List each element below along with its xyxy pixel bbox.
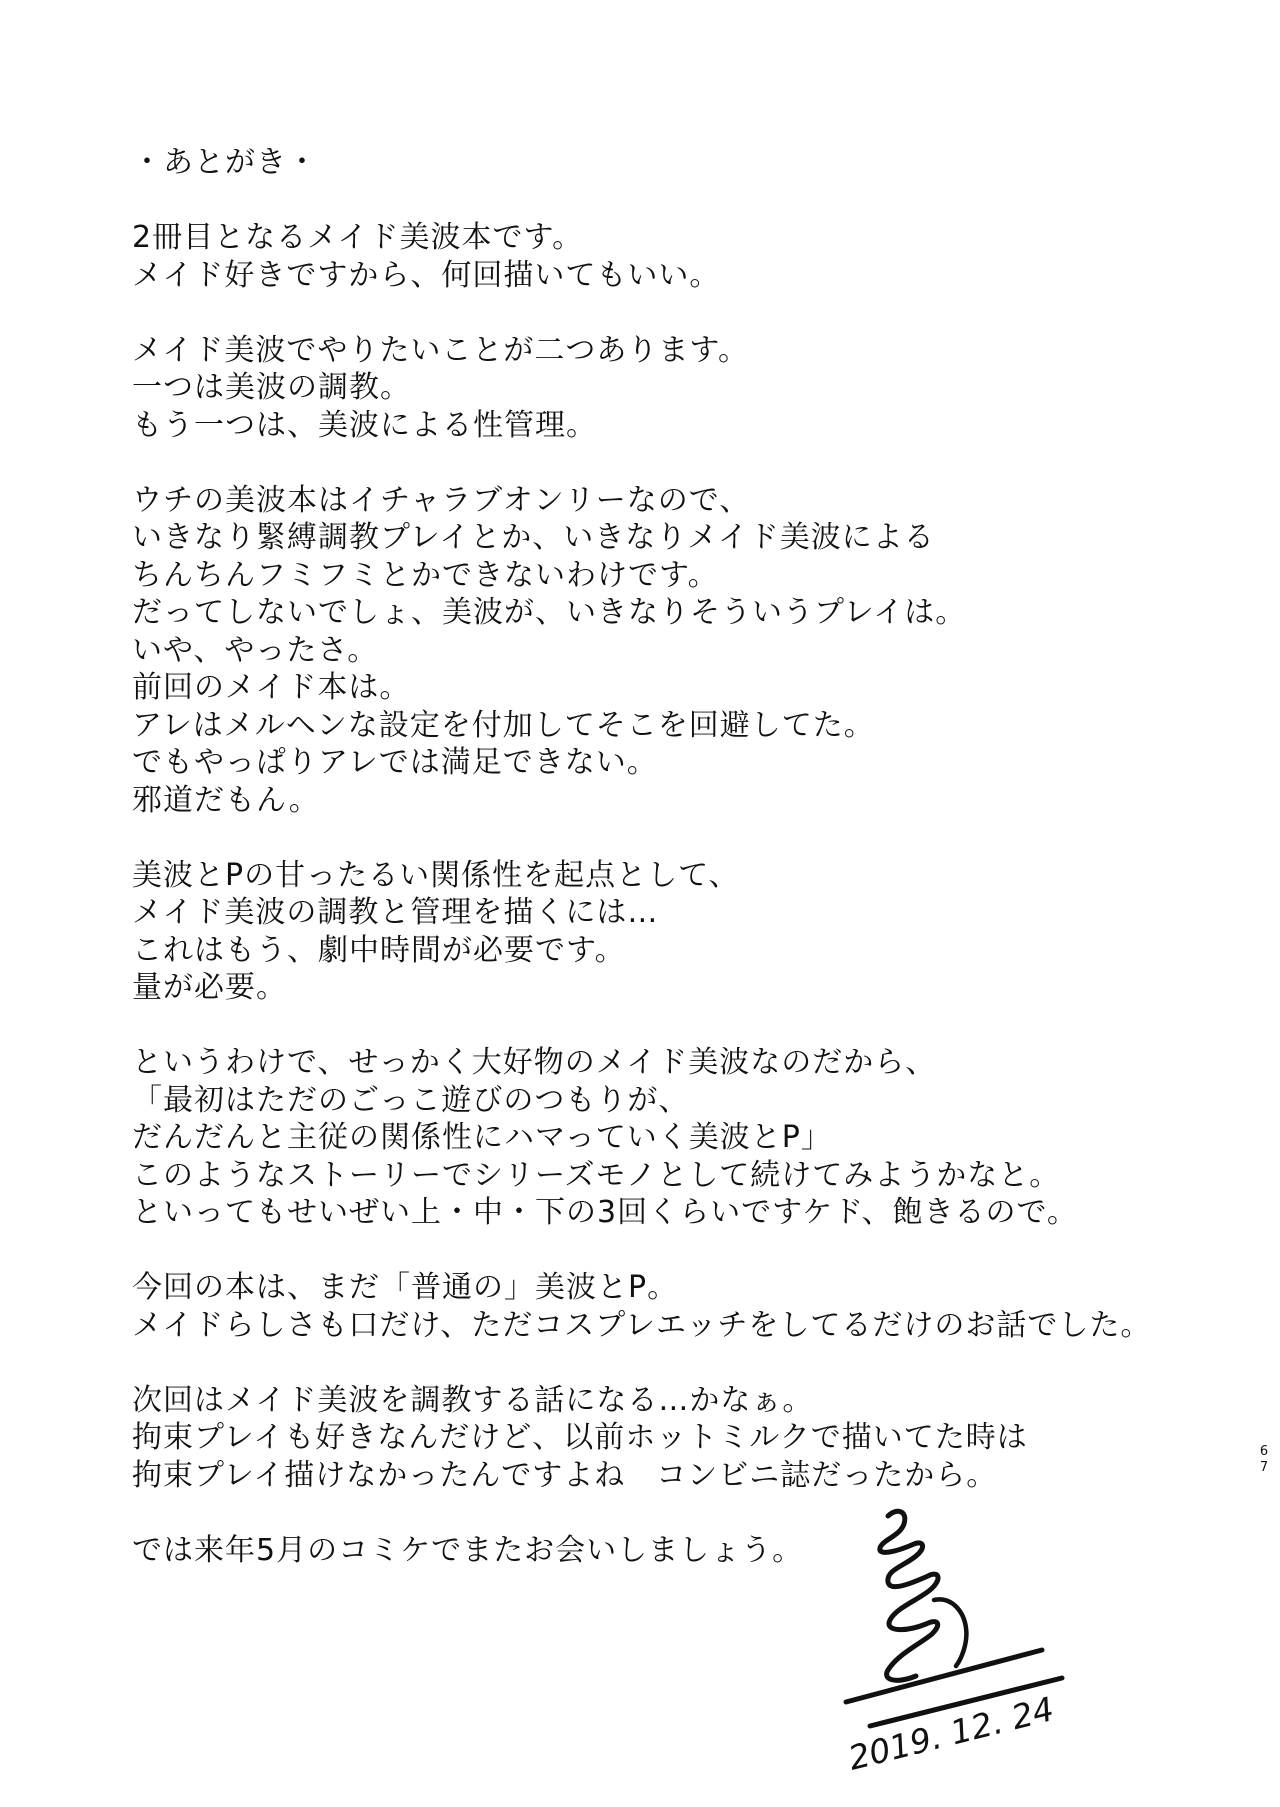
text-line: だってしないでしょ、美波が、いきなりそういうプレイは。 [132, 595, 967, 630]
text-line: いや、やったさ。 [132, 632, 379, 668]
text-line: 拘束プレイも好きなんだけど、以前ホットミルクで描いてた時は [132, 1420, 1028, 1455]
text-line: 前回のメイド本は。 [132, 670, 411, 705]
signature-stroke [880, 1511, 938, 1680]
handwritten-signature [830, 1500, 1080, 1780]
text-line: アレはメルヘンな設定を付加してそこを回避してた。 [132, 707, 875, 743]
text-line: では来年5月のコミケでまたお会いしましょう。 [132, 1532, 804, 1568]
signature-underline [846, 1650, 1042, 1702]
text-line: 美波とPの甘ったるい関係性を起点として、 [132, 857, 740, 893]
signature-date: 2019. 12. 24 [844, 1689, 1058, 1778]
page-number: 67 [1259, 1444, 1269, 1475]
text-line: メイド美波でやりたいことが二つあります。 [132, 332, 749, 368]
text-line: ちんちんフミフミとかできないわけです。 [132, 557, 719, 593]
text-line: もう一つは、美波による性管理。 [132, 407, 597, 443]
text-line: 量が必要。 [132, 970, 287, 1005]
text-line: ウチの美波本はイチャラブオンリーなので、 [132, 482, 751, 518]
signature-stroke [934, 1599, 966, 1666]
text-line: だんだんと主従の関係性にハマっていく美波とP」 [132, 1120, 832, 1155]
text-line: このようなストーリーでシリーズモノとして続けてみようかなと。 [132, 1157, 1061, 1193]
text-line: メイドらしさも口だけ、ただコスプレエッチをしてるだけのお話でした。 [132, 1307, 1152, 1343]
text-line: これはもう、劇中時間が必要です。 [132, 932, 626, 968]
text-line: 拘束プレイ描けなかったんですよね コンビニ誌だったから。 [132, 1457, 998, 1493]
text-line: メイド美波の調教と管理を描くには… [132, 895, 659, 930]
text-line: 「最初はただのごっこ遊びのつもりが、 [132, 1082, 690, 1118]
text-line: というわけで、せっかく大好物のメイド美波なのだから、 [132, 1045, 937, 1080]
text-line: いきなり緊縛調教プレイとか、いきなりメイド美波による [132, 520, 935, 555]
text-line: メイド好きですから、何回描いてもいい。 [132, 257, 721, 293]
text-line: といってもせいぜい上・中・下の3回くらいですケド、飽きるので。 [132, 1195, 1078, 1230]
text-line: 一つは美波の調教。 [132, 370, 411, 405]
text-line: 次回はメイド美波を調教する話になる…かなぁ。 [132, 1382, 814, 1418]
text-line: 今回の本は、まだ「普通の」美波とP。 [132, 1270, 679, 1305]
afterword-text [132, 144, 1172, 1569]
text-line: 邪道だもん。 [132, 782, 320, 818]
text-line: 2冊目となるメイド美波本です。 [132, 220, 584, 255]
afterword-title: ・あとがき・ [132, 145, 318, 180]
text-line: でもやっぱりアレでは満足できない。 [132, 745, 658, 780]
